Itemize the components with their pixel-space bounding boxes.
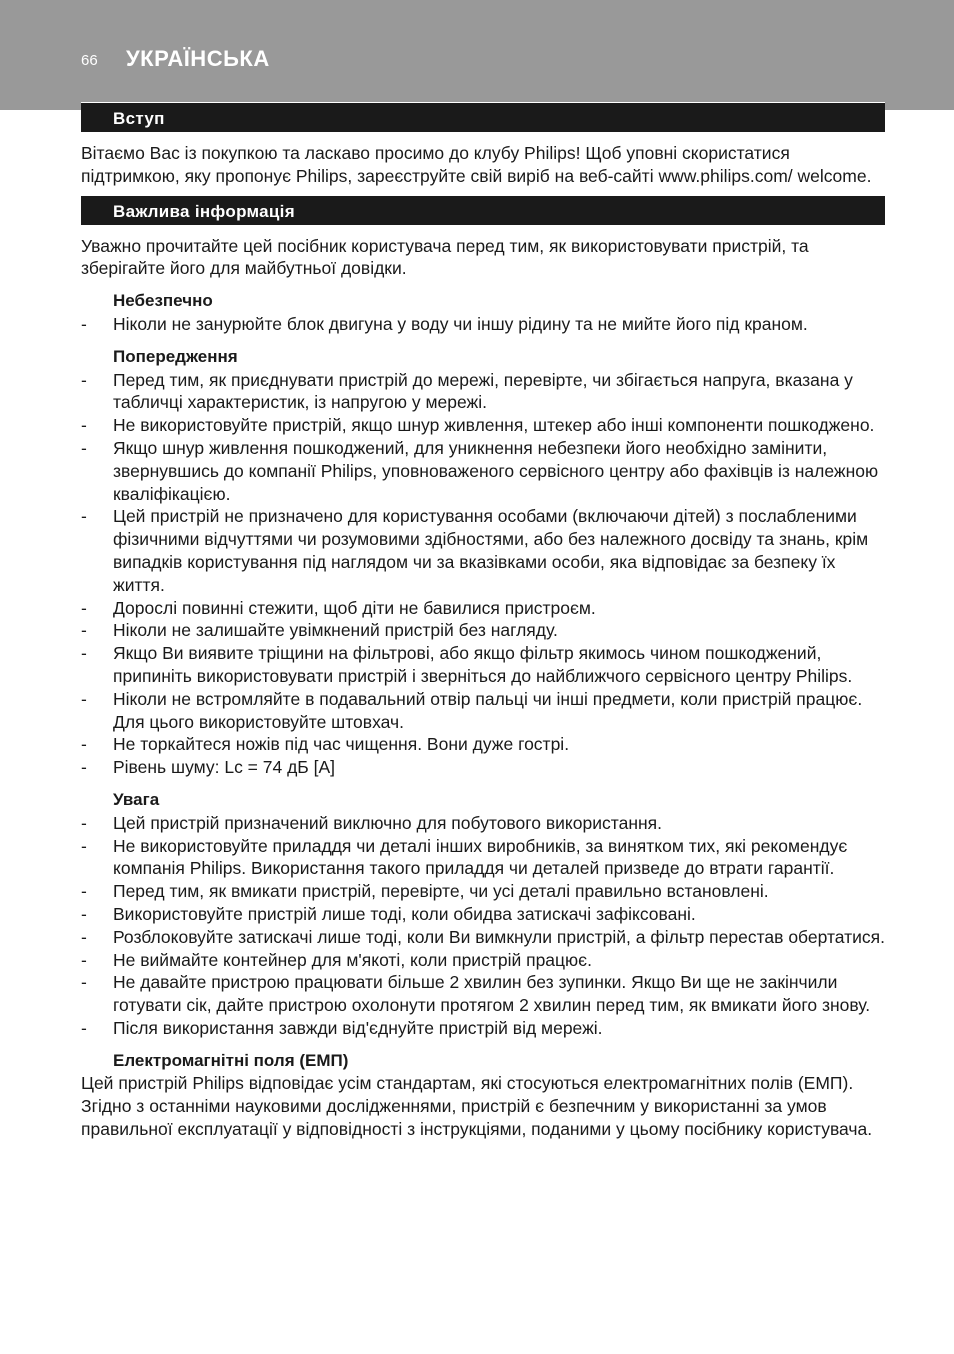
dash-bullet: - — [81, 688, 87, 709]
list-item-text: Ніколи не встромляйте в подавальний отвір пальці чи інші предмети, коли пристрій працює. Для цього використовуйте штовхач. — [113, 688, 863, 732]
list-item-text: Рівень шуму: Lc = 74 дБ [A] — [113, 757, 336, 778]
list-item — [81, 971, 885, 1017]
list-item-text: Розблоковуйте затискачі лише тоді, коли Ви вимкнули пристрій, а фільтр перестав обертатися. — [113, 926, 885, 947]
header-band — [0, 0, 954, 110]
warning-heading: Попередження — [113, 346, 238, 366]
dash-bullet: - — [81, 835, 87, 856]
list-item-text: Не давайте пристрою працювати більше 2 хвилин без зупинки. Якщо Ви ще не закінчили готувати сік, дайте пристрою охолонути протягом 2 хвилин перед тим, як вмикати його знову. — [113, 972, 871, 1016]
dash-bullet: - — [81, 313, 87, 334]
list-item-text: Якщо шнур живлення пошкоджений, для уникнення небезпеки його необхідно замінити, звернувшись до компанії Philips, уповноваженого сервісного центру або фахівців із належною кваліфікацією. — [113, 437, 879, 504]
section-bar-intro — [81, 102, 885, 132]
list-item — [81, 688, 885, 734]
section-title-important: Важлива інформація — [113, 201, 295, 221]
dash-bullet: - — [81, 972, 87, 993]
caution-heading: Увага — [113, 789, 160, 809]
dash-bullet: - — [81, 620, 87, 641]
list-item-text: Використовуйте пристрій лише тоді, коли обидва затискачі зафіксовані. — [113, 903, 696, 924]
list-item — [81, 926, 885, 949]
list-item-text: Цей пристрій не призначено для користування особами (включаючи дітей) з послабленими фізичними відчуттями чи розумовими здібностями, або без належного досвіду та знань, крім випадків користування під наглядом чи за вказівками особи, яка відповідає за безпеку їх життя. — [113, 506, 869, 595]
list-item-text: Не торкайтеся ножів під час чищення. Вони дуже гострі. — [113, 734, 570, 755]
dash-bullet: - — [81, 1017, 87, 1038]
list-item-text: Не використовуйте пристрій, якщо шнур живлення, штекер або інші компоненти пошкоджено. — [113, 415, 875, 436]
page-content — [81, 102, 885, 1141]
list-item — [81, 835, 885, 881]
dash-bullet: - — [81, 734, 87, 755]
list-item — [81, 369, 885, 415]
section-title-intro: Вступ — [113, 109, 165, 128]
list-item — [81, 414, 885, 437]
list-item — [81, 505, 885, 596]
list-item-text: Після використання завжди від'єднуйте пристрій від мережі. — [113, 1017, 603, 1038]
list-item-text: Не виймайте контейнер для м'якоті, коли пристрій працює. — [113, 949, 592, 970]
list-item-text: Перед тим, як приєднувати пристрій до мережі, перевірте, чи збігається напруга, вказана у табличці характеристик, із напругою у мережі. — [113, 369, 853, 413]
list-item — [81, 619, 885, 642]
page-number: 66 — [81, 52, 98, 69]
list-item — [81, 733, 885, 756]
section-bar-important — [81, 195, 885, 225]
emf-heading: Електромагнітні поля (ЕМП) — [113, 1050, 349, 1070]
list-item-text: Не використовуйте приладдя чи деталі інших виробників, за винятком тих, які рекомендує компанія Philips. Використання такого приладдя чи деталей призведе до втрати гарантії. — [113, 835, 848, 879]
dash-bullet: - — [81, 437, 87, 458]
list-item-text: Дорослі повинні стежити, щоб діти не бавилися пристроєм. — [113, 597, 596, 618]
list-item — [81, 949, 885, 972]
intro-paragraph: Вітаємо Вас із покупкою та ласкаво просимо до клубу Philips! Щоб уповні скористатися підтримкою, яку пропонує Philips, зареєструйте свій виріб на веб-сайті www.philips.com/ welcome. — [81, 143, 872, 186]
dash-bullet: - — [81, 903, 87, 924]
dash-bullet: - — [81, 643, 87, 664]
dash-bullet: - — [81, 926, 87, 947]
caution-list — [81, 812, 885, 1040]
list-item-text: Перед тим, як вмикати пристрій, перевірте, чи усі деталі правильно встановлені. — [113, 881, 769, 902]
language-title: УКРАЇНСЬКА — [126, 46, 270, 71]
danger-list — [81, 313, 885, 336]
list-item — [81, 903, 885, 926]
list-item — [81, 597, 885, 620]
list-item — [81, 756, 885, 779]
list-item — [81, 642, 885, 688]
warning-list — [81, 369, 885, 779]
dash-bullet: - — [81, 812, 87, 833]
danger-heading: Небезпечно — [113, 291, 213, 311]
dash-bullet: - — [81, 949, 87, 970]
list-item-text: Ніколи не залишайте увімкнений пристрій без нагляду. — [113, 620, 558, 641]
emf-paragraph: Цей пристрій Philips відповідає усім стандартам, які стосуються електромагнітних полів (ЕМП). Згідно з останніми науковими дослідженнями, пристрій є безпечним у використанні за умов правильної експлуатації у відповідності з інструкціями, поданими у цьому посібнику користувача. — [81, 1073, 873, 1140]
dash-bullet: - — [81, 757, 87, 778]
list-item-text: Якщо Ви виявите тріщини на фільтрові, або якщо фільтр якимось чином пошкоджений, припиніть використовувати пристрій і зверніться до найближчого сервісного центру Philips. — [113, 643, 853, 686]
dash-bullet: - — [81, 597, 87, 618]
dash-bullet: - — [81, 369, 87, 390]
list-item — [81, 880, 885, 903]
list-item — [81, 812, 885, 835]
dash-bullet: - — [81, 415, 87, 436]
list-item — [81, 1017, 885, 1040]
list-item-text: Ніколи не занурюйте блок двигуна у воду чи іншу рідину та не мийте його під краном. — [113, 313, 808, 334]
list-item — [81, 313, 885, 336]
important-paragraph: Уважно прочитайте цей посібник користувача перед тим, як використовувати пристрій, та зберігайте його для майбутньої довідки. — [81, 235, 809, 279]
list-item — [81, 437, 885, 505]
dash-bullet: - — [81, 506, 87, 527]
list-item-text: Цей пристрій призначений виключно для побутового використання. — [113, 812, 662, 833]
dash-bullet: - — [81, 881, 87, 902]
